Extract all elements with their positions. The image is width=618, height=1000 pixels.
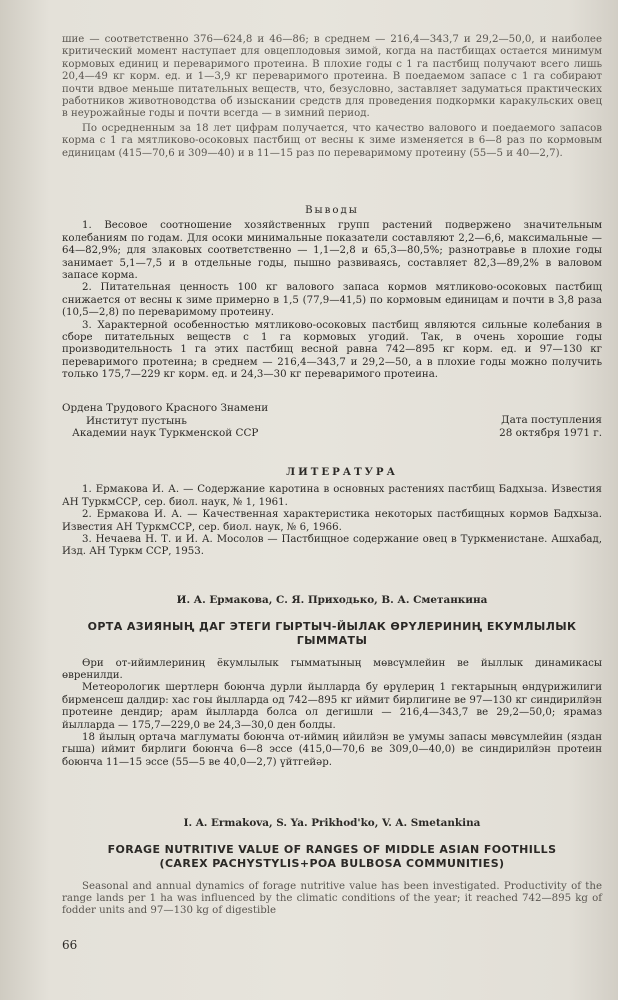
turkmen-title: ОРТА АЗИЯНЫҢ ДАГ ЭТЕГИ ГЫРТЫЧ-ЙЫЛАК ӨРҮЛЕРИНИҢ ЕКУМЛЫЛЫК ГЫММАТЫ: [87, 620, 577, 647]
received-label: Дата поступления: [501, 414, 602, 426]
literature-heading: ЛИТЕРАТУРА: [286, 466, 398, 478]
reference-item: 2. Ермакова И. А. — Качественная характеристика некоторых пастбищных кормов Бадхыза. Известия АН ТуркмССР, сер. биол. наук, № 6, 1966.: [62, 509, 602, 533]
organization: [62, 402, 268, 440]
org-line: Академии наук Туркменской ССР: [72, 427, 259, 440]
reference-item: 1. Ермакова И. А. — Содержание каротина в основных растениях пастбищ Бадхыза. Известия АН ТуркмССР, сер. биол. наук, № 1, 1961.: [62, 484, 602, 508]
reference-item: 3. Нечаева Н. Т. и И. А. Мосолов — Пастбищное содержание овец в Туркменистане. Ашхабад, Изд. АН Туркм ССР, 1953.: [62, 534, 602, 558]
top-paragraph-2: По осредненным за 18 лет цифрам получается, что качество валового и поедаемого запасов корма с 1 га мятликово-осоковых пастбищ от весны к зиме изменяется в 6—8 раз по кормовым единицам (415—70,6 и 309—40) и в 11—15 раз по переваримому протеину (55—5 и 40—2,7).: [62, 122, 602, 159]
turkmen-paragraph: Өри от-ийимлериниң ёкумлылык гымматының мөвсүмлейин ве йыллык динамикасы өвренилди.: [62, 657, 602, 681]
english-summary: [62, 817, 602, 918]
turkmen-authors: И. А. Ермакова, С. Я. Приходько, В. А. Сметанкина: [176, 594, 488, 606]
top-text-block: [62, 34, 602, 160]
top-paragraph-1: шие — соответственно 376—624,8 и 46—86; в среднем — 216,4—343,7 и 29,2—50,0, и наиболее критический момент наступает для овцеплодовыя зимой, когда на пастбищах остается минимум кормовых единиц и переваримого протеина. В плохие годы с 1 га пастбищ получают всего лишь 20,4—49 кг корм. ед. и 1—3,9 кг переваримого протеина. В поедаемом запасе с 1 га собирают почти вдвое меньше питательных веществ, что, безусловно, заставляет задуматься практических работников животноводства об изыскании средств для проведения подкормки каракульских овец в неурожайные годы и почти всегда — в зимний период.: [62, 34, 602, 120]
english-authors: I. A. Ermakova, S. Ya. Prikhod'ko, V. A. Smetankina: [183, 817, 481, 829]
org-line: Институт пустынь: [86, 414, 187, 427]
page-number: 66: [62, 938, 78, 952]
affiliation-block: [62, 402, 602, 440]
literature-section: [62, 466, 602, 559]
turkmen-paragraph: Метеорологик шертлерн боюнча дурли йылларда бу өрүлериң 1 гектарының өндүрижилиги бирменсеш далдир: хас гоы йылларда од 742—895 кг иймит бирлигине ве 97—130 кг синдирилйэн протеине дендир; арам йылларда болса ол дегишли — 216,4—343,7 ве 29,2—50,0; ярамаз йылларда — 175,7—229,0 ве 24,3—30,0 ден болды.: [62, 682, 602, 731]
english-paragraph: Seasonal and annual dynamics of forage nutritive value has been investigated. Productivity of the range lands per 1 ha was influenced by the climatic conditions of the year; it reached 742—895 kg of fodder units and 97—130 kg of digestible: [62, 880, 602, 917]
english-title-line-2: (CAREX PACHYSTYLIS+POA BULBOSA COMMUNITIES): [159, 857, 505, 870]
received-date: 28 октября 1971 г.: [499, 426, 602, 439]
conclusion-item: 2. Питательная ценность 100 кг валового запаса кормов мятликово-осоковых пастбищ снижается от весны к зиме примерно в 1,5 (77,9—41,5) по кормовым единицам и почти в 3,8 раза (10,5—2,8) по переваримому протеину.: [62, 282, 602, 319]
org-line: Ордена Трудового Красного Знамени: [62, 402, 269, 414]
english-title-line-1: FORAGE NUTRITIVE VALUE OF RANGES OF MIDDLE ASIAN FOOTHILLS: [107, 843, 557, 857]
conclusions-heading: Выводы: [305, 205, 359, 216]
conclusion-item: 1. Весовое соотношение хозяйственных групп растений подвержено значительным колебаниям по годам. Для осоки минимальные показатели составляют 2,2—6,6, максимальные — 64—82,9%; для злаковых соответственно — 1,1—2,8 и 65,3—80,5%; разнотравье в плохие годы занимает 5,1—7,5 и в отдельные годы, пышно развиваясь, составляет 82,3—89,2% в валовом запасе корма.: [62, 220, 602, 282]
conclusion-item: 3. Характерной особенностью мятликово-осоковых пастбищ являются сильные колебания в сборе питательных веществ с 1 га кормовых угодий. Так, в очень хорошие годы производительность 1 га этих пастбищ весной равна 742—895 кг корм. ед. и 97—130 кг переваримого протеина; в среднем — 216,4—343,7 и 29,2—50, а в плохие годы можно получить только 175,7—229 кг корм. ед. и 24,3—30 кг переваримого протеина.: [62, 319, 602, 381]
turkmen-summary: [62, 594, 602, 769]
conclusions-section: [62, 205, 602, 382]
turkmen-paragraph: 18 йылың ортача маглуматы боюнча от-иймиң ийилйэн ве умумы запасы мөвсүмлейин (яздан гыша) иймит бирлиги боюнча 6—8 эссе (415,0—70,6 ве 309,0—40,0) ве синдирилйэн протеин боюнча 11—15 эссе (55—5 ве 40,0—2,7) үйтгейәр.: [62, 732, 602, 768]
received-info: [499, 402, 602, 440]
